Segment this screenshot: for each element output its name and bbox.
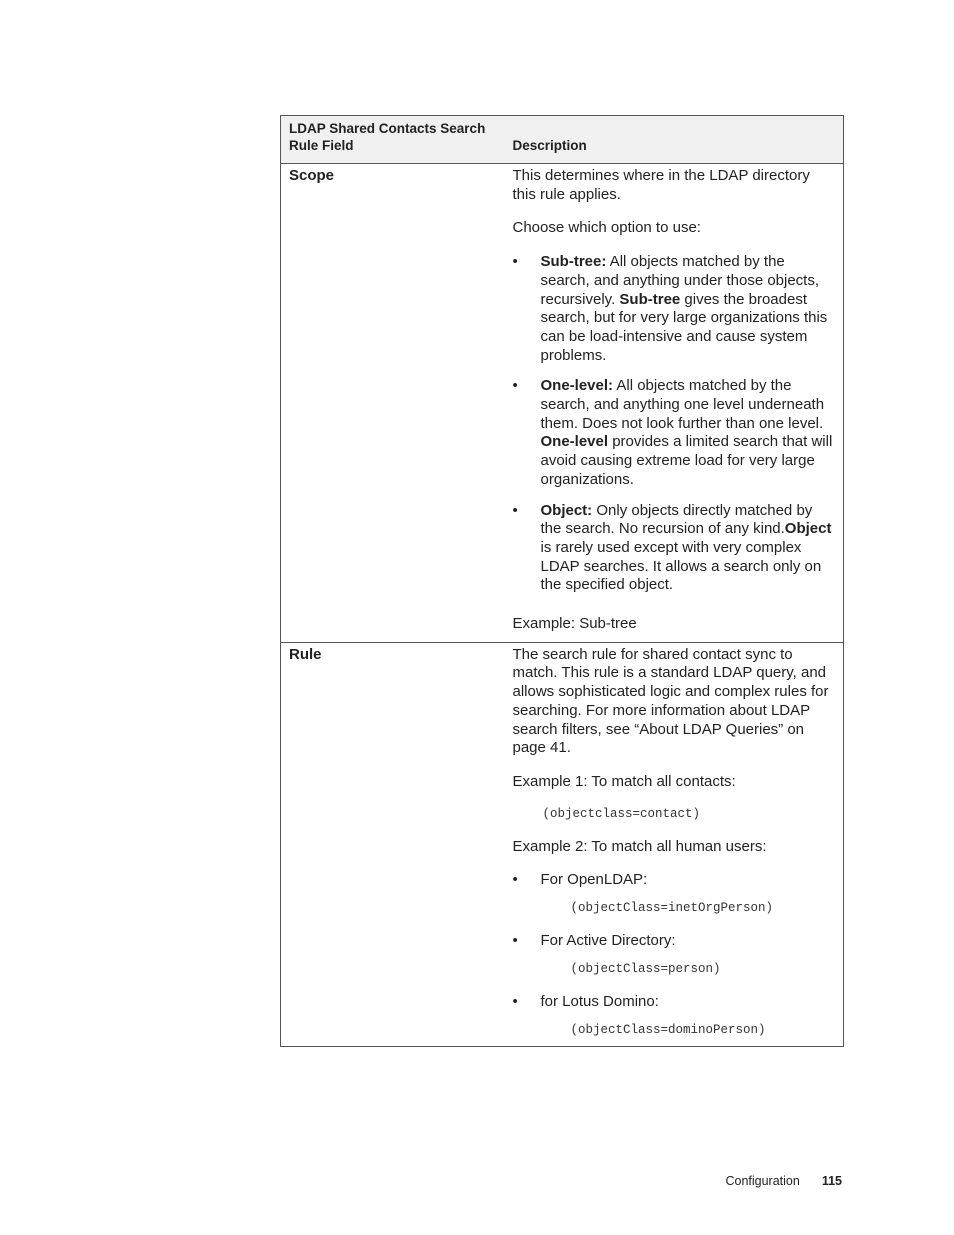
server-openldap-code: (objectClass=inetOrgPerson) <box>570 901 774 916</box>
footer-section: Configuration <box>725 1174 800 1188</box>
field-name-scope: Scope <box>281 164 505 643</box>
option-text: All objects matched by the search, and anything one level underneath them. Does not look further than one level. <box>540 377 825 432</box>
bullet-icon: • <box>512 501 518 519</box>
bullet-icon: • <box>512 992 518 1010</box>
option-text-cont: gives the broadest search, but for very large organizations this can be load-intensive and cause system problems. <box>540 290 828 364</box>
table-row-scope <box>281 164 844 643</box>
option-term-ref: One-level <box>540 433 609 451</box>
server-lotus-domino-code: (objectClass=dominoPerson) <box>570 1022 766 1037</box>
option-text-cont: provides a limited search that will avoid causing extreme load for very large organizations. <box>540 433 833 488</box>
server-lotus-domino <box>513 993 834 1012</box>
header-field-line2: Rule Field <box>289 138 354 153</box>
server-openldap <box>513 871 834 890</box>
scope-option-object <box>513 502 834 596</box>
server-label: For OpenLDAP: <box>540 871 648 889</box>
server-label: for Lotus Domino: <box>540 992 659 1010</box>
header-field-line1: LDAP Shared Contacts Search <box>289 121 486 136</box>
option-term: Object: <box>540 501 593 519</box>
rule-example1-label: Example 1: To match all contacts: <box>512 772 736 790</box>
bullet-icon: • <box>512 932 518 950</box>
option-text: Only objects directly matched by the search. No recursion of any kind. <box>540 501 813 538</box>
ldap-rule-field-table <box>280 115 844 1047</box>
option-term: One-level: <box>540 377 614 395</box>
server-active-directory-code: (objectClass=person) <box>570 961 721 976</box>
description-rule <box>505 642 844 1046</box>
header-field-column <box>281 116 505 164</box>
bullet-icon: • <box>512 253 518 271</box>
rule-example2-label: Example 2: To match all human users: <box>512 837 767 855</box>
scope-choose-text: Choose which option to use: <box>512 219 701 237</box>
page-number: 115 <box>821 1174 842 1188</box>
option-text: All objects matched by the search, and anything under those objects, recursively. <box>540 253 820 308</box>
option-term-ref: Sub-tree <box>619 290 681 308</box>
rule-example1-code: (objectclass=contact) <box>542 806 701 821</box>
scope-example: Example: Sub-tree <box>512 615 637 633</box>
server-active-directory <box>513 932 834 951</box>
server-label: For Active Directory: <box>540 932 676 950</box>
bullet-icon: • <box>512 377 518 395</box>
field-name-rule: Rule <box>289 645 322 663</box>
scope-option-subtree <box>513 253 834 365</box>
scope-option-onelevel <box>513 377 834 489</box>
header-description-column: Description <box>505 116 844 164</box>
option-term: Sub-tree: <box>540 253 607 271</box>
option-term-ref: Object <box>784 520 832 538</box>
scope-intro: This determines where in the LDAP directory this rule applies. <box>512 167 810 203</box>
page-footer <box>600 1174 842 1188</box>
table-row-rule <box>281 642 844 1046</box>
rule-intro: The search rule for shared contact sync to match. This rule is a standard LDAP query, and allows sophisticated logic and complex rules for searching. For more information about LDAP search filters, see “About LDAP Queries” on page 41. <box>512 645 829 757</box>
table-header-row <box>281 116 844 164</box>
option-text-cont: is rarely used except with very complex LDAP searches. It allows a search only on the specified object. <box>540 538 822 594</box>
description-scope <box>505 164 844 643</box>
bullet-icon: • <box>512 871 518 889</box>
